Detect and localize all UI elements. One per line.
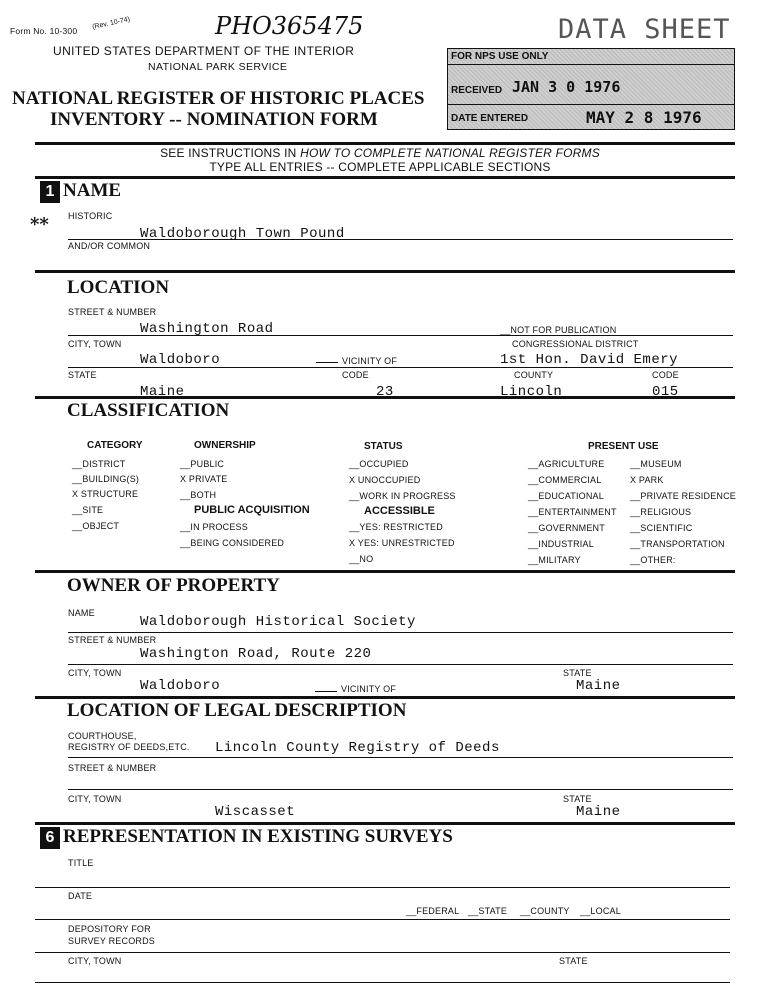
received-label: RECEIVED <box>451 85 503 96</box>
field-line <box>35 982 730 983</box>
divider <box>35 822 735 825</box>
present-use-option: __MUSEUM <box>630 459 682 469</box>
county-code-label: CODE <box>652 370 679 380</box>
owner-section-title: OWNER OF PROPERTY <box>67 575 280 596</box>
present-use-option: __PRIVATE RESIDENCE <box>630 491 736 501</box>
data-sheet-stamp: DATA SHEET <box>558 14 731 45</box>
congressional-district-label: CONGRESSIONAL DISTRICT <box>512 339 639 349</box>
survey-records-label: SURVEY RECORDS <box>68 936 155 946</box>
not-for-publication-label: __NOT FOR PUBLICATION <box>500 325 617 335</box>
accessible-option-checked: X YES: UNRESTRICTED <box>349 538 455 548</box>
status-heading: STATUS <box>364 441 403 452</box>
present-use-option: __RELIGIOUS <box>630 507 692 517</box>
vicinity-of-label: VICINITY OF <box>342 356 398 366</box>
agency-department: UNITED STATES DEPARTMENT OF THE INTERIOR <box>53 44 355 58</box>
nps-use-only-box <box>447 48 735 130</box>
depository-label: DEPOSITORY FOR <box>68 924 151 934</box>
survey-level-option: __LOCAL <box>580 906 621 916</box>
field-line <box>68 757 733 758</box>
category-heading: CATEGORY <box>87 440 143 451</box>
divider <box>35 696 735 699</box>
field-line <box>68 789 733 790</box>
county-label: COUNTY <box>514 370 554 380</box>
category-option: __OBJECT <box>72 521 120 531</box>
section-number-badge: 1 <box>40 181 60 203</box>
field-line <box>68 367 733 368</box>
category-option-checked: X STRUCTURE <box>72 489 139 499</box>
margin-asterisk-mark: ** <box>30 214 49 235</box>
legal-city-label: CITY, TOWN <box>68 794 122 804</box>
owner-street-label: STREET & NUMBER <box>68 635 157 645</box>
instructions-line-2: TYPE ALL ENTRIES -- COMPLETE APPLICABLE SECTIONS <box>209 160 551 174</box>
present-use-option: __EDUCATIONAL <box>528 491 604 501</box>
accessible-heading: ACCESSIBLE <box>364 505 435 517</box>
accessible-option: __NO <box>349 554 374 564</box>
date-entered-label: DATE ENTERED <box>451 113 529 124</box>
congressional-district-value: 1st Hon. David Emery <box>500 352 679 368</box>
location-street-value: Washington Road <box>140 321 274 337</box>
present-use-option: __SCIENTIFIC <box>630 523 693 533</box>
agency-service: NATIONAL PARK SERVICE <box>148 61 288 73</box>
county-value: Lincoln <box>500 384 563 400</box>
courthouse-label: COURTHOUSE, <box>68 731 137 741</box>
survey-city-label: CITY, TOWN <box>68 956 122 966</box>
ownership-option: __BOTH <box>180 490 217 500</box>
divider <box>35 270 735 273</box>
section-title: REPRESENTATION IN EXISTING SURVEYS <box>63 826 453 847</box>
street-number-label: STREET & NUMBER <box>68 307 157 317</box>
legal-city-value: Wiscasset <box>215 804 296 820</box>
form-title-line-2: INVENTORY -- NOMINATION FORM <box>50 109 378 130</box>
present-use-option: __INDUSTRIAL <box>528 539 594 549</box>
section-number-badge: 6 <box>40 827 60 849</box>
divider <box>35 570 735 573</box>
owner-vicinity-label: VICINITY OF <box>341 684 397 694</box>
city-town-label: CITY, TOWN <box>68 339 122 349</box>
form-revision: (Rev. 10-74) <box>91 16 131 31</box>
section-1-heading <box>40 180 121 203</box>
acquisition-option: __IN PROCESS <box>180 522 248 532</box>
owner-street-value: Washington Road, Route 220 <box>140 646 372 662</box>
present-use-option: __TRANSPORTATION <box>630 539 725 549</box>
ownership-option: __PUBLIC <box>180 459 225 469</box>
field-line <box>68 335 733 336</box>
location-city-value: Waldoboro <box>140 352 221 368</box>
owner-city-value: Waldoboro <box>140 678 221 694</box>
present-use-option: __OTHER: <box>630 555 676 565</box>
present-use-heading: PRESENT USE <box>588 441 659 452</box>
form-title-line-1: NATIONAL REGISTER OF HISTORIC PLACES <box>12 88 425 109</box>
form-number: Form No. 10-300 <box>10 26 78 36</box>
present-use-option: __AGRICULTURE <box>528 459 605 469</box>
category-option: __DISTRICT <box>72 459 126 469</box>
accessible-option: __YES: RESTRICTED <box>349 522 443 532</box>
legal-state-value: Maine <box>576 804 621 820</box>
classification-section-title: CLASSIFICATION <box>67 400 230 421</box>
present-use-option: __COMMERCIAL <box>528 475 602 485</box>
owner-name-value: Waldoborough Historical Society <box>140 614 416 630</box>
received-date-stamp: JAN 3 0 1976 <box>512 78 621 96</box>
courthouse-value: Lincoln County Registry of Deeds <box>215 740 500 756</box>
location-state-value: Maine <box>140 384 185 400</box>
divider <box>35 176 735 179</box>
owner-name-label: NAME <box>68 608 95 618</box>
present-use-option: __ENTERTAINMENT <box>528 507 617 517</box>
status-option-checked: X UNOCCUPIED <box>349 475 421 485</box>
public-acquisition-heading: PUBLIC ACQUISITION <box>194 504 310 516</box>
owner-state-label: STATE <box>563 668 592 678</box>
date-entered-stamp: MAY 2 8 1976 <box>586 108 702 127</box>
instructions-line-1: SEE INSTRUCTIONS IN HOW TO COMPLETE NATIONAL REGISTER FORMS <box>160 146 600 160</box>
section-6-heading <box>40 826 453 849</box>
status-option: __OCCUPIED <box>349 459 409 469</box>
vicinity-blank <box>316 352 338 363</box>
code-label: CODE <box>342 370 369 380</box>
state-label: STATE <box>68 370 97 380</box>
vicinity-blank <box>315 682 337 692</box>
field-line <box>35 919 730 920</box>
category-option: __SITE <box>72 505 104 515</box>
state-code-value: 23 <box>376 384 394 400</box>
location-section-title: LOCATION <box>67 277 170 298</box>
survey-date-label: DATE <box>68 891 93 901</box>
county-code-value: 015 <box>652 384 679 400</box>
field-line <box>68 239 733 240</box>
nps-use-only-label: FOR NPS USE ONLY <box>451 51 549 62</box>
survey-level-option: __COUNTY <box>520 906 570 916</box>
legal-street-label: STREET & NUMBER <box>68 763 157 773</box>
legal-description-section-title: LOCATION OF LEGAL DESCRIPTION <box>67 700 407 721</box>
owner-city-label: CITY, TOWN <box>68 668 122 678</box>
historic-name-value: Waldoborough Town Pound <box>140 226 345 242</box>
field-line <box>35 887 730 888</box>
section-title: NAME <box>63 180 122 201</box>
ownership-option-checked: X PRIVATE <box>180 474 228 484</box>
divider <box>35 396 735 399</box>
field-line <box>68 632 733 633</box>
survey-title-label: TITLE <box>68 858 94 868</box>
survey-level-option: __STATE <box>468 906 508 916</box>
legal-state-label: STATE <box>563 794 592 804</box>
divider <box>35 142 735 145</box>
historic-label: HISTORIC <box>68 211 113 221</box>
field-line <box>35 952 730 953</box>
handwritten-reference-id: PHO365475 <box>215 12 364 40</box>
field-line <box>68 664 733 665</box>
ownership-heading: OWNERSHIP <box>194 440 256 451</box>
registry-label: REGISTRY OF DEEDS,ETC. <box>68 742 190 752</box>
category-option: __BUILDING(S) <box>72 474 140 484</box>
present-use-option: __MILITARY <box>528 555 581 565</box>
acquisition-option: __BEING CONSIDERED <box>180 538 285 548</box>
present-use-option-checked: X PARK <box>630 475 664 485</box>
owner-state-value: Maine <box>576 678 621 694</box>
common-name-label: AND/OR COMMON <box>68 241 151 251</box>
status-option: __WORK IN PROGRESS <box>349 491 456 501</box>
present-use-option: __GOVERNMENT <box>528 523 605 533</box>
survey-state-label: STATE <box>559 956 588 966</box>
survey-level-option: __FEDERAL <box>406 906 460 916</box>
